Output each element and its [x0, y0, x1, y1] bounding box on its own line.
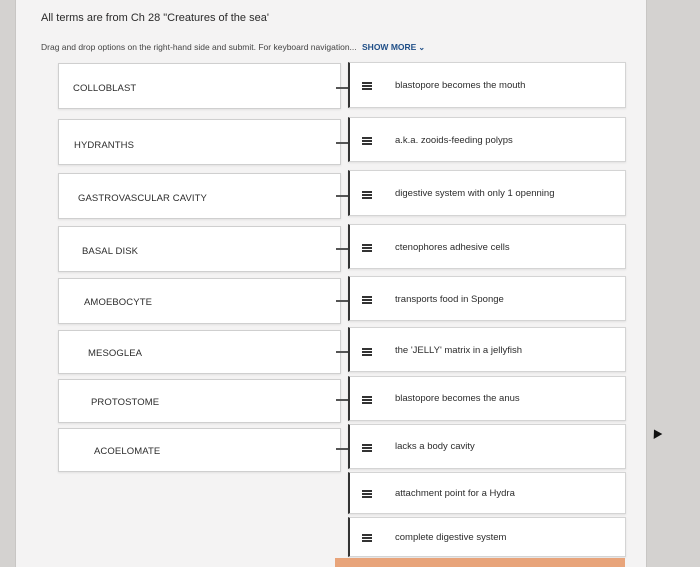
draggable-answer[interactable]: [348, 62, 626, 108]
mouse-cursor-icon: [650, 427, 663, 439]
draggable-answer[interactable]: [348, 224, 626, 269]
term-drop-zone[interactable]: [58, 278, 341, 324]
term-drop-zone[interactable]: [58, 428, 341, 472]
question-panel: [15, 0, 647, 567]
term-drop-zone[interactable]: [58, 119, 341, 165]
question-title: All terms are from Ch 28 "Creatures of the sea': [41, 12, 269, 24]
instructions-text: Drag and drop options on the right-hand side and submit. For keyboard navigation...: [41, 42, 357, 52]
draggable-answer[interactable]: [348, 517, 626, 557]
term-label: PROTOSTOME: [91, 397, 160, 408]
draggable-answer[interactable]: [348, 170, 626, 216]
term-drop-zone[interactable]: [58, 226, 341, 272]
term-drop-zone[interactable]: [58, 330, 341, 374]
draggable-answer[interactable]: [348, 327, 626, 372]
drag-handle-icon[interactable]: [362, 244, 372, 251]
term-label: HYDRANTHS: [74, 140, 135, 151]
term-label: MESOGLEA: [88, 348, 143, 359]
answer-label: lacks a body cavity: [395, 441, 475, 452]
answer-label: digestive system with only 1 openning: [395, 188, 555, 199]
show-more-label: SHOW MORE: [362, 42, 417, 52]
drag-handle-icon[interactable]: [362, 444, 372, 451]
chevron-down-icon: ⌄: [418, 43, 426, 52]
connector-line: [336, 300, 348, 302]
answer-label: complete digestive system: [395, 532, 507, 543]
connector-line: [336, 142, 348, 144]
draggable-answer[interactable]: [348, 472, 626, 514]
draggable-answer[interactable]: [348, 276, 626, 321]
connector-line: [336, 448, 348, 450]
connector-line: [336, 195, 348, 197]
term-label: AMOEBOCYTE: [84, 297, 153, 308]
drag-handle-icon[interactable]: [362, 191, 372, 198]
term-label: GASTROVASCULAR CAVITY: [78, 193, 207, 204]
draggable-answer[interactable]: [348, 376, 626, 421]
answer-label: attachment point for a Hydra: [395, 488, 515, 499]
drag-handle-icon[interactable]: [362, 82, 372, 89]
connector-line: [336, 351, 348, 353]
drag-handle-icon[interactable]: [362, 348, 372, 355]
drag-handle-icon[interactable]: [362, 296, 372, 303]
answer-label: blastopore becomes the anus: [395, 393, 520, 404]
connector-line: [336, 248, 348, 250]
answer-label: transports food in Sponge: [395, 294, 504, 305]
answer-label: ctenophores adhesive cells: [395, 242, 510, 253]
show-more-link[interactable]: [362, 42, 425, 52]
answer-label: blastopore becomes the mouth: [395, 80, 526, 91]
connector-line: [336, 87, 348, 89]
drag-handle-icon[interactable]: [362, 490, 372, 497]
connector-line: [336, 399, 348, 401]
term-drop-zone[interactable]: [58, 379, 341, 423]
answer-label: the 'JELLY' matrix in a jellyfish: [395, 345, 523, 356]
drag-handle-icon[interactable]: [362, 137, 372, 144]
term-drop-zone[interactable]: [58, 63, 341, 109]
instructions: [41, 42, 425, 52]
term-label: ACOELOMATE: [94, 446, 161, 457]
drag-handle-icon[interactable]: [362, 534, 372, 541]
answer-label: a.k.a. zooids-feeding polyps: [395, 135, 513, 146]
term-drop-zone[interactable]: [58, 173, 341, 219]
draggable-answer[interactable]: [348, 117, 626, 162]
submit-bar[interactable]: [335, 558, 625, 567]
draggable-answer[interactable]: [348, 424, 626, 469]
term-label: BASAL DISK: [82, 246, 139, 257]
drag-handle-icon[interactable]: [362, 396, 372, 403]
term-label: COLLOBLAST: [73, 83, 137, 94]
